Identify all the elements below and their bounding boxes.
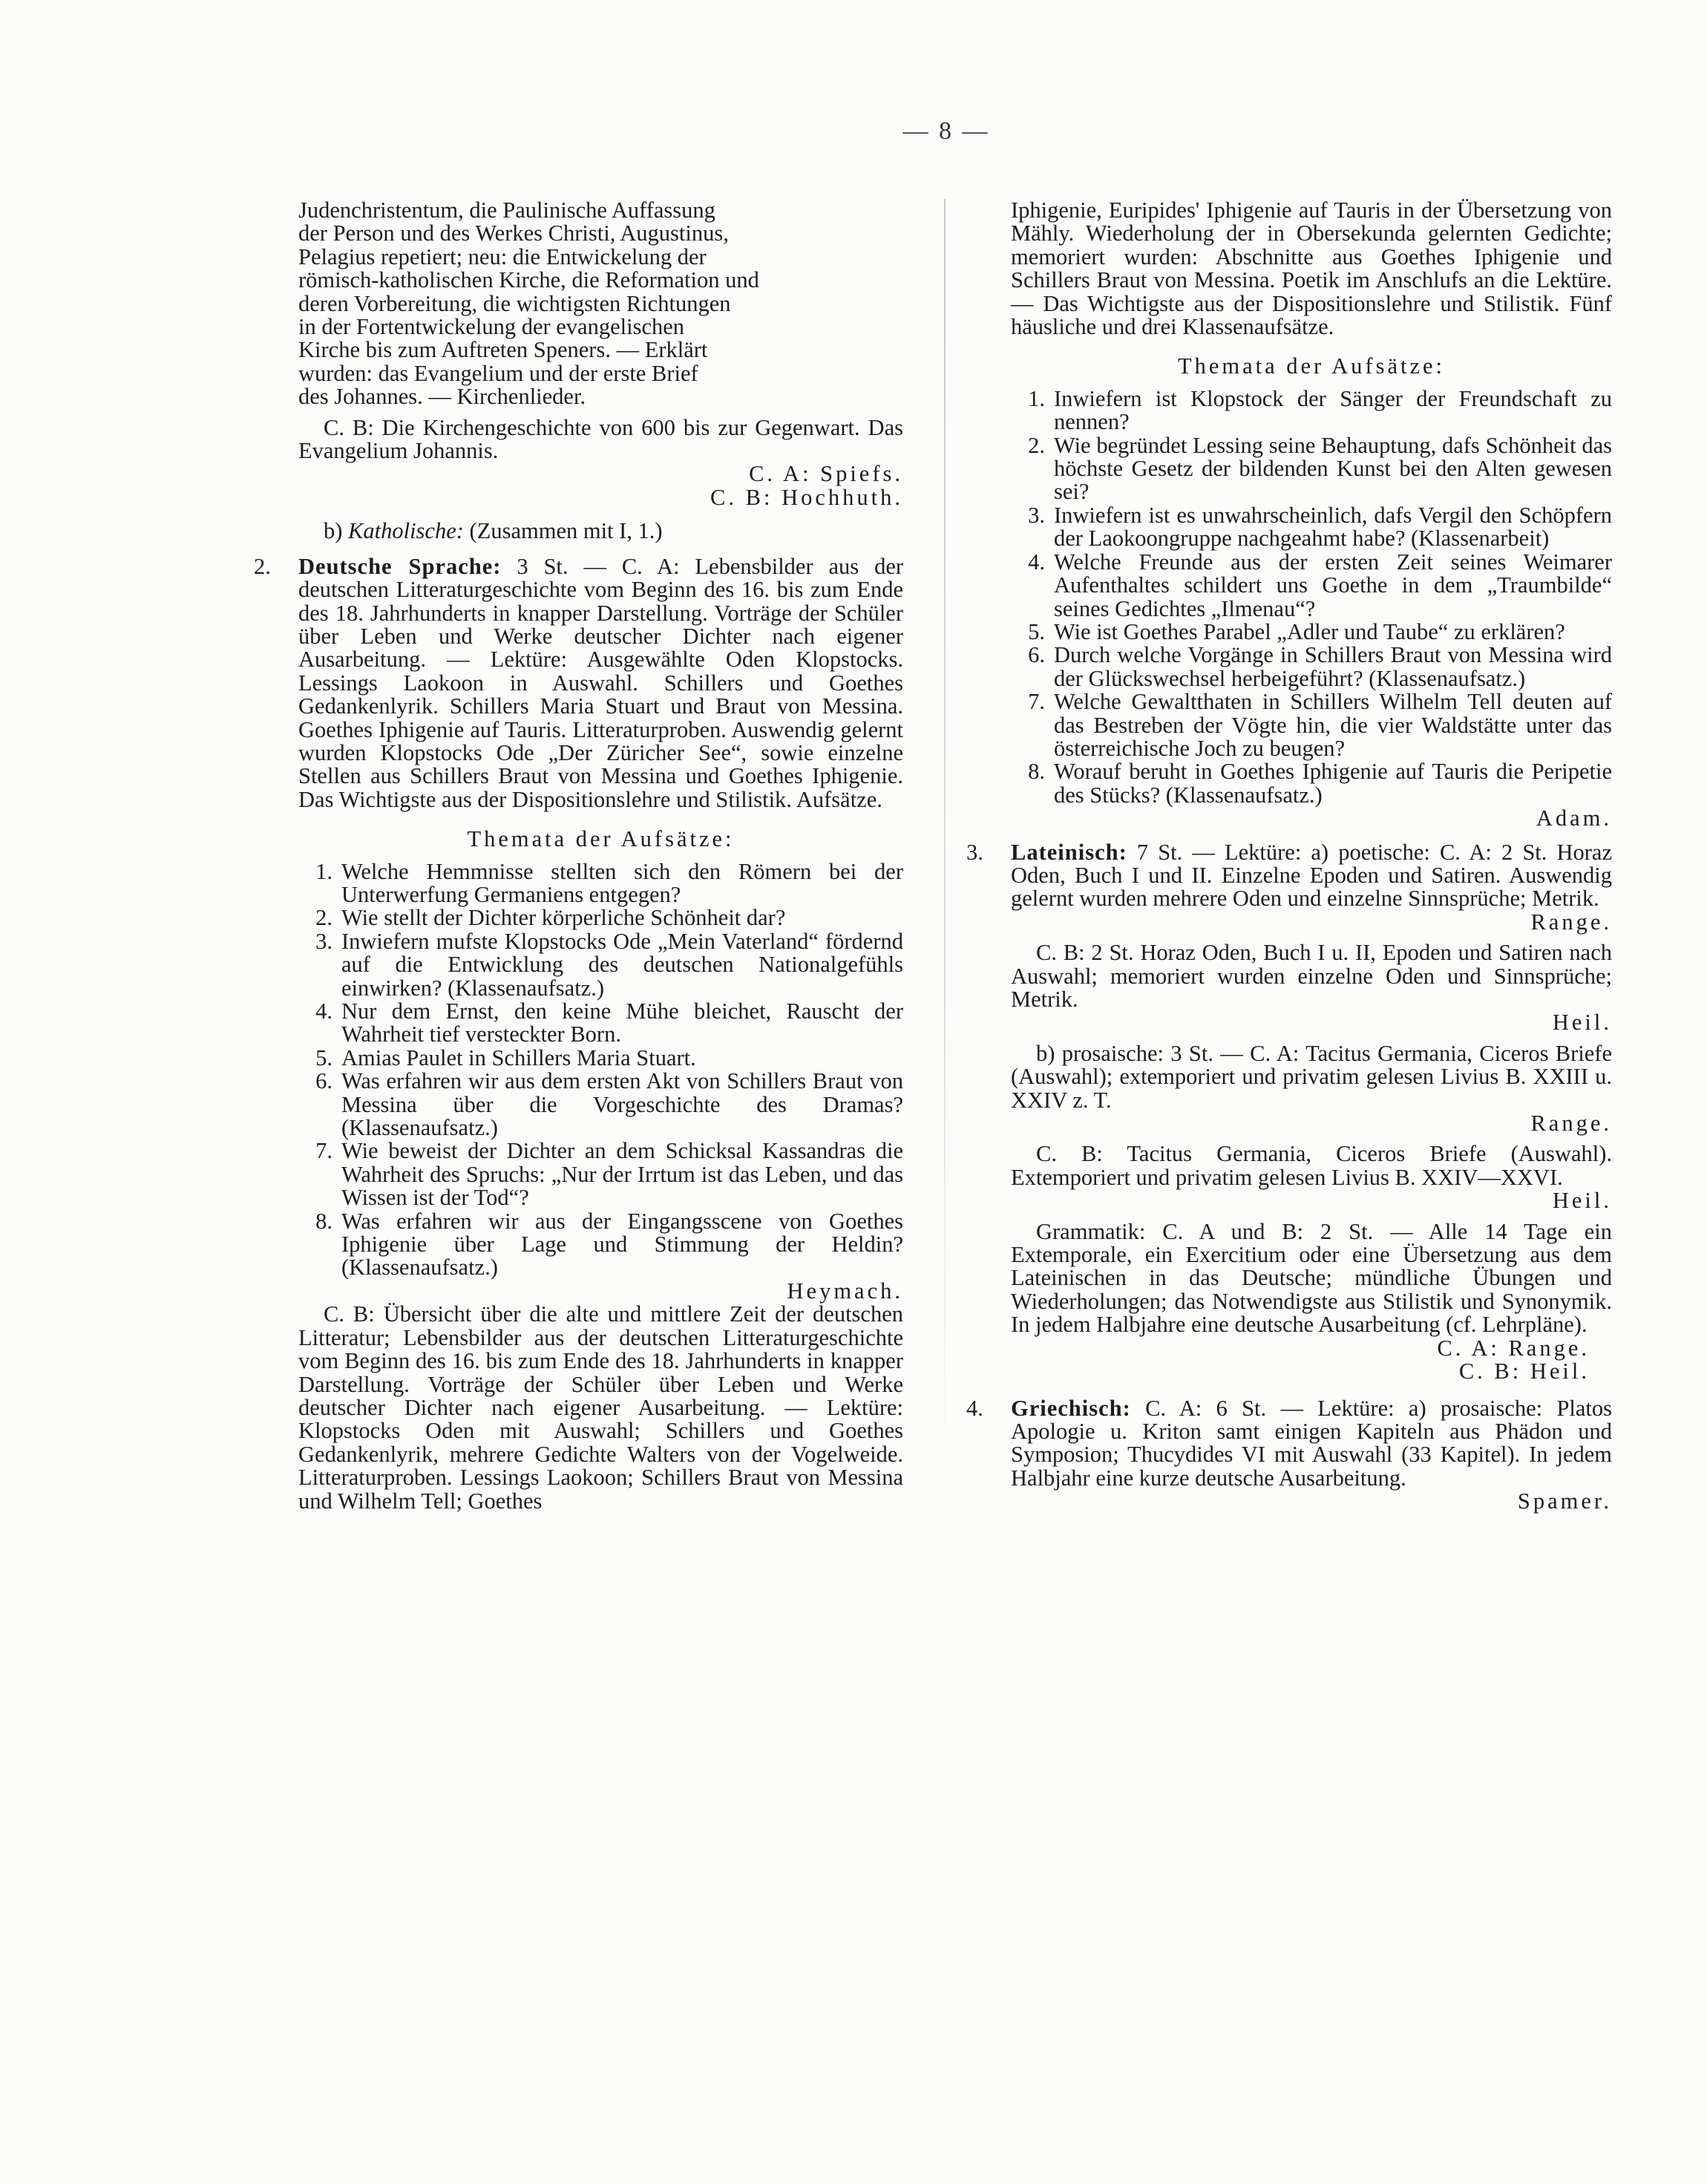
signature-range: Range. xyxy=(1530,909,1612,935)
section-number: 4. xyxy=(966,1395,983,1421)
list-item xyxy=(1011,434,1612,504)
item-number: 3. xyxy=(315,928,332,954)
item-number: 5. xyxy=(315,1044,332,1070)
intro-line: der Person und des Werkes Christi, Augustinus, xyxy=(298,220,729,246)
list-item xyxy=(1011,385,1612,435)
signature-cb-heil: C. B: Heil. xyxy=(1458,1359,1590,1384)
item-number: 2. xyxy=(315,905,332,931)
list-item xyxy=(298,1000,903,1047)
signature-heymach: Heymach. xyxy=(787,1278,903,1304)
latein-prosa-cb: C. B: Tacitus Germania, Ciceros Briefe (Auswahl). Extemporiert und privatim gelesen Livius B. XXIV—XXVI. xyxy=(1011,1141,1612,1190)
item-text: Was erfahren wir aus dem ersten Akt von Schillers Braut von Messina über die Vorgeschichte des Dramas? (Klassenaufsatz.) xyxy=(341,1068,903,1141)
item-text: Welche Freunde aus der ersten Zeit seines Weimarer Aufenthaltes schildert uns Goethe in dem „Traumbilde“ seines Gedichtes „Ilmenau“? xyxy=(1054,549,1612,621)
signature-adam: Adam. xyxy=(1536,805,1612,831)
kath-label: Katholische: xyxy=(348,518,464,544)
item-text: Amias Paulet in Schillers Maria Stuart. xyxy=(341,1044,696,1070)
list-item xyxy=(1011,504,1612,551)
list-item xyxy=(1011,760,1612,807)
item-text: Durch welche Vorgänge in Schillers Braut von Messina wird der Glückswechsel herbeigeführt? (Klassenaufsatz.) xyxy=(1054,642,1612,691)
signature-heil: Heil. xyxy=(1552,1188,1612,1214)
deutsch-continuation: Iphigenie, Euripides' Iphigenie auf Tauris in der Übersetzung von Mähly. Wiederholung der in Obersekunda gelernten Gedichte; memoriert wurden: Abschnitte aus Goethes Iphigenie und Schillers Braut von Messina. Poetik im Anschlufs an die Lektüre. — Das Wichtigste aus der Dispositionslehre und Stilistik. Fünf häusliche und drei Klassenaufsätze. xyxy=(1011,197,1612,340)
latein-cb: C. B: 2 St. Horaz Oden, Buch I u. II, Epoden und Satiren nach Auswahl; memoriert wurden einzelne Oden und Sinnsprüche; Metrik. xyxy=(1011,940,1612,1012)
intro-line: in der Fortentwickelung der evangelischen xyxy=(298,314,685,340)
themata-heading: Themata der Aufsätze: xyxy=(467,826,735,852)
item-text: Was erfahren wir aus der Eingangsscene von Goethes Iphigenie über Lage und Stimmung der Heldin? (Klassenaufsatz.) xyxy=(341,1208,903,1281)
signature-ca-range: C. A: Range. xyxy=(1437,1335,1590,1361)
section-text: 3 St. — C. A: Lebensbilder aus der deutschen Litteraturgeschichte vom Beginn des 16. bis zum Ende des 18. Jahrhunderts in knapper Darstellung. Vorträge der Schüler über Leben und Werke deutscher Dichter nach eigener Ausarbeitung. — Lektüre: Ausgewählte Oden Klopstocks. Lessings Laokoon in Auswahl. Schillers und Goethes Gedankenlyrik. Schillers Maria Stuart und Braut von Messina. Goethes Iphigenie auf Tauris. Litteraturproben. Auswendig gelernt wurden Klopstocks Ode „Der Züricher See“, sowie einzelne Stellen aus Schillers Braut von Messina und Goethes Iphigenie. Das Wichtigste aus der Dispositionslehre und Stilistik. Aufsätze. xyxy=(298,553,904,812)
item-text: Nur dem Ernst, den keine Mühe bleichet, Rauscht der Wahrheit tief versteckter Born. xyxy=(341,998,903,1047)
item-text: Wie ist Goethes Parabel „Adler und Taube“ zu erklären? xyxy=(1054,618,1565,644)
religion-cb: C. B: Die Kirchengeschichte von 600 bis zur Gegenwart. Das Evangelium Johannis. xyxy=(298,414,903,464)
section-text: 7 St. — Lektüre: a) poetische: C. A: 2 St. Horaz Oden, Buch I und II. Einzelne Epoden und Satiren. Auswendig gelernt wurden mehrere Oden und einzelne Sinnsprüche; Metrik. xyxy=(1011,839,1612,912)
intro-line: des Johannes. — Kirchenlieder. xyxy=(298,384,586,410)
section-number: 3. xyxy=(966,839,983,865)
themata-list xyxy=(1011,385,1612,808)
item-number: 4. xyxy=(1028,549,1045,575)
item-text: Inwiefern ist es unwahrscheinlich, dafs Vergil den Schöpfern der Laokoongruppe nachgeahmt habe? (Klassenarbeit) xyxy=(1054,502,1612,552)
item-number: 1. xyxy=(1028,385,1045,411)
item-number: 7. xyxy=(1028,689,1045,715)
signature-hochhuth: C. B: Hochhuth. xyxy=(710,484,903,510)
section-text: C. A: 6 St. — Lektüre: a) prosaische: Platos Apologie u. Kriton samt einigen Kapiteln aus Phädon und Symposion; Thucydides VI mit Auswahl (33 Kapitel). In jedem Halbjahr eine kurze deutsche Ausarbeitung. xyxy=(1011,1395,1613,1491)
kath-text: (Zusammen mit I, 1.) xyxy=(469,518,663,544)
right-column xyxy=(966,197,1613,1514)
item-text: Inwiefern ist Klopstock der Sänger der Freundschaft zu nennen? xyxy=(1054,385,1612,435)
item-number: 6. xyxy=(1028,642,1045,668)
item-number: 5. xyxy=(1028,618,1045,644)
list-item xyxy=(1011,618,1612,644)
latein-prosaische: b) prosaische: 3 St. — C. A: Tacitus Germania, Ciceros Briefe (Auswahl); extemporiert und privatim gelesen Livius B. XXIII u. XXIV z. T. xyxy=(1011,1040,1612,1113)
item-text: Welche Gewaltthaten in Schillers Wilhelm Tell deuten auf das Bestreben der Vögte hin, die vier Waldstätte unter das österreichische Joch zu beugen? xyxy=(1054,689,1612,761)
religion-intro xyxy=(298,199,903,409)
column-divider xyxy=(944,199,946,1461)
item-text: Welche Hemmnisse stellten sich den Römern bei der Unterwerfung Germaniens entgegen? xyxy=(341,858,903,907)
item-number: 2. xyxy=(1028,432,1045,458)
item-number: 4. xyxy=(315,998,332,1024)
list-item xyxy=(298,930,903,1000)
themata-list xyxy=(298,860,903,1280)
intro-line: wurden: das Evangelium und der erste Brief xyxy=(298,360,698,386)
item-text: Wie beweist der Dichter an dem Schicksal Kassandras die Wahrheit des Spruchs: „Nur der Irrtum ist das Leben, und das Wissen ist der Tod“? xyxy=(341,1138,903,1211)
item-number: 7. xyxy=(315,1138,332,1164)
list-item xyxy=(1011,690,1612,760)
page-number: — 8 — xyxy=(902,117,990,145)
section-title: Lateinisch: xyxy=(1011,839,1127,865)
section-title: Deutsche Sprache: xyxy=(298,553,502,579)
list-item xyxy=(298,1210,903,1280)
deutsch-cb: C. B: Übersicht über die alte und mittlere Zeit der deutschen Litteratur; Lebensbilder aus der deutschen Litteraturgeschichte vom Beginn des 16. bis zum Ende des 18. Jahrhunderts in knapper Darstellung. Vorträge der Schüler über Leben und Werke deutscher Dichter nach eigener Ausarbeitung. — Lektüre: Klopstocks Oden mit Auswahl; Schillers und Goethes Gedankenlyrik, mehrere Gedichte Walters von der Vogelweide. Litteraturproben. Lessings Laokoon; Schillers Braut von Messina und Wilhelm Tell; Goethes xyxy=(298,1301,903,1514)
item-number: 6. xyxy=(315,1068,332,1094)
signature-range: Range. xyxy=(1530,1111,1612,1137)
item-text: Wie stellt der Dichter körperliche Schönheit dar? xyxy=(341,905,786,931)
list-item xyxy=(298,1140,903,1209)
katholische-line xyxy=(298,520,903,543)
item-number: 1. xyxy=(315,858,332,884)
section-latein xyxy=(966,839,1612,912)
list-item xyxy=(298,1070,903,1140)
intro-line: deren Vorbereitung, die wichtigsten Richtungen xyxy=(298,290,731,316)
intro-line: Kirche bis zum Auftreten Speners. — Erklärt xyxy=(298,337,708,363)
signature-spamer: Spamer. xyxy=(1517,1488,1612,1514)
list-item xyxy=(1011,644,1612,690)
section-number: 2. xyxy=(254,553,271,579)
themata-heading: Themata der Aufsätze: xyxy=(1177,353,1446,379)
kath-prefix: b) xyxy=(324,518,343,544)
item-number: 8. xyxy=(315,1208,332,1234)
list-item xyxy=(298,860,903,907)
item-text: Inwiefern mufste Klopstocks Ode „Mein Vaterland“ fördernd auf die Entwicklung des deutschen Nationalgefühls einwirken? (Klassenaufsatz.) xyxy=(341,928,903,1001)
list-item xyxy=(1011,551,1612,621)
section-griechisch xyxy=(966,1395,1613,1491)
latein-grammatik: Grammatik: C. A und B: 2 St. — Alle 14 Tage ein Extemporale, ein Exercitium oder eine Übersetzung aus dem Lateinischen in das Deutsche; mündliche Übungen und Wiederholungen; das Notwendigste aus Stilistik und Synonymik. In jedem Halbjahre eine deutsche Ausarbeitung (cf. Lehrpläne). xyxy=(1011,1218,1612,1338)
item-text: Worauf beruht in Goethes Iphigenie auf Tauris die Peripetie des Stücks? (Klassenaufsatz.) xyxy=(1054,759,1612,808)
section-deutsch xyxy=(254,553,904,812)
list-item xyxy=(298,906,903,929)
item-text: Wie begründet Lessing seine Behauptung, dafs Schönheit das höchste Gesetz der bildenden Kunst bei den Alten gewesen sei? xyxy=(1054,432,1612,505)
list-item xyxy=(298,1044,903,1070)
signature-spiefs: C. A: Spiefs. xyxy=(749,461,903,487)
item-number: 8. xyxy=(1028,759,1045,785)
intro-line: Judenchristentum, die Paulinische Auffassung xyxy=(298,197,715,223)
intro-line: römisch-katholischen Kirche, die Reformation und xyxy=(298,267,759,293)
left-column xyxy=(254,197,904,1514)
signature-heil: Heil. xyxy=(1552,1010,1612,1036)
intro-line: Pelagius repetiert; neu: die Entwickelung der xyxy=(298,243,707,269)
section-title: Griechisch: xyxy=(1011,1395,1131,1421)
item-number: 3. xyxy=(1028,502,1045,528)
